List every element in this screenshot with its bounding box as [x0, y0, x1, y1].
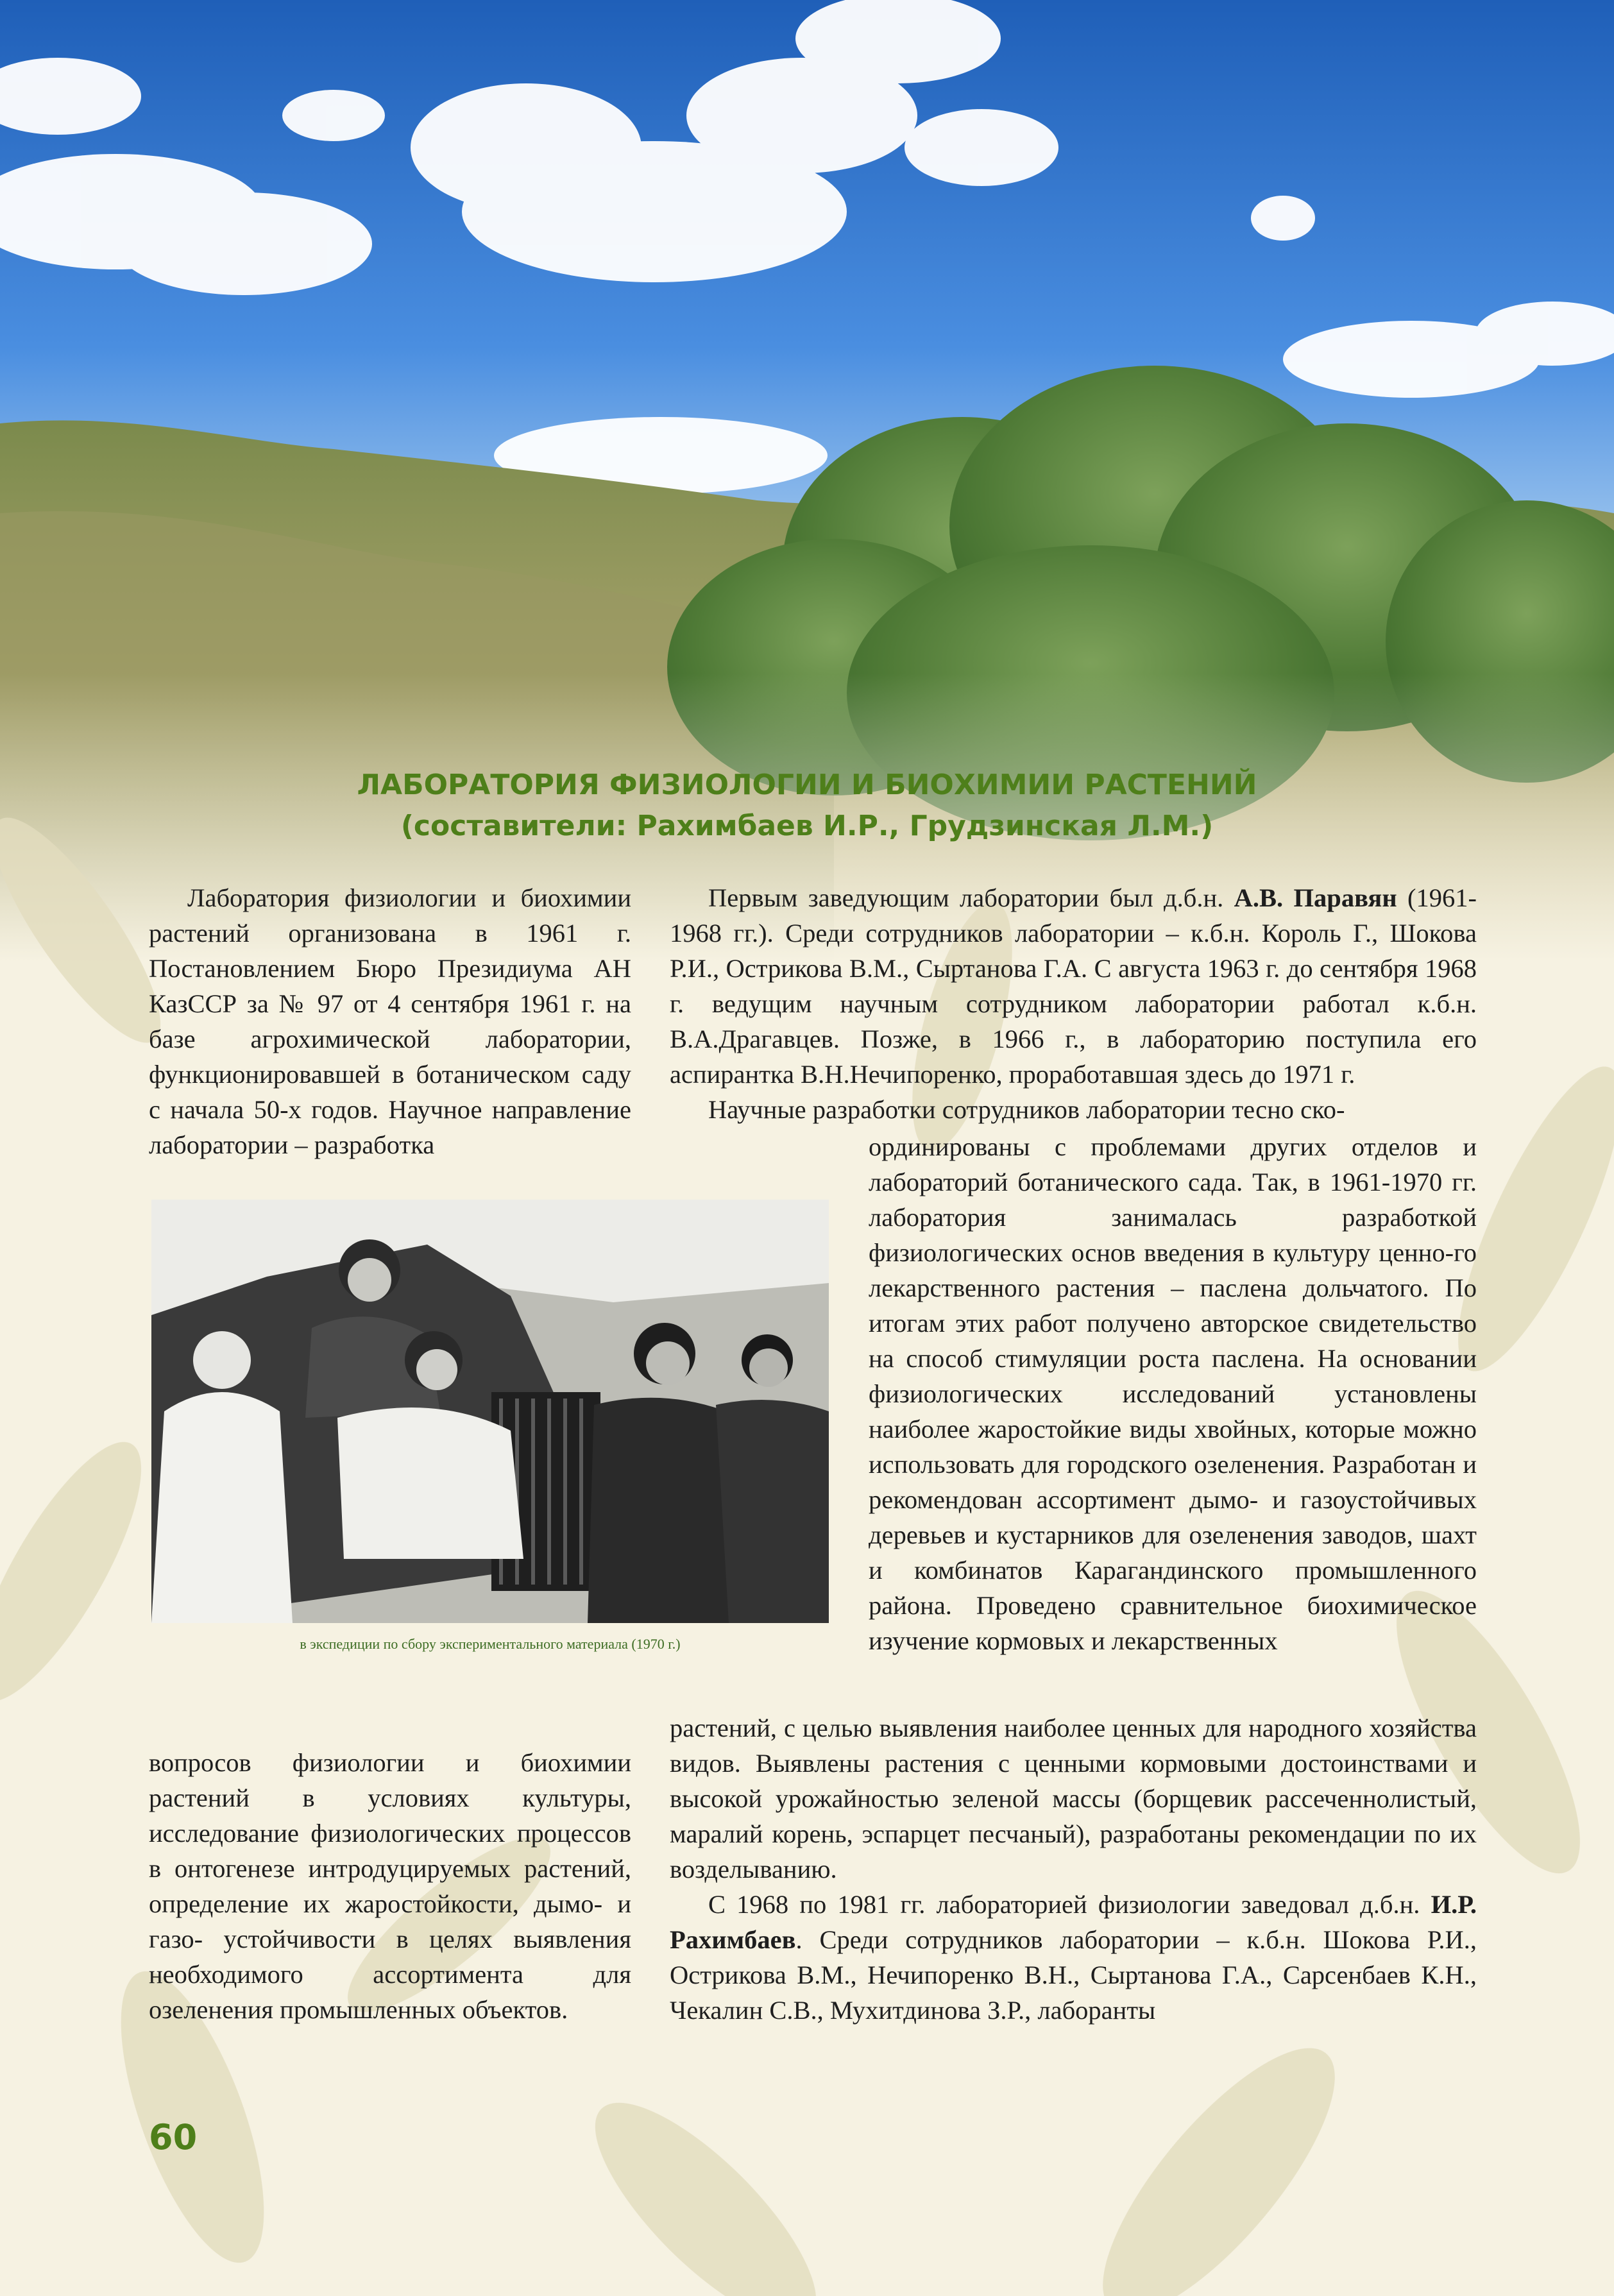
right-column-top — [670, 880, 1477, 1127]
text: (1961-1968 гг.). Среди сотрудников лаборатории – к.б.н. Король Г., Шокова Р.И., Острикова В.М., Сыртанова Г.А. С августа 1963 г. до сентября 1968 г. ведущим научным сотрудником лаборатории работал к.б.н. В.А.Драгавцев. Позже, в 1966 г., в лабораторию поступила его аспирантка В.Н.Нечипоренко, проработавшая здесь до 1971 г. — [670, 883, 1477, 1089]
right-column-wrapped — [670, 1129, 1477, 1658]
paragraph-lead: Научные разработки сотрудников лаборатории тесно ско- — [708, 1095, 1345, 1124]
text: Первым заведующим лаборатории был д.б.н. — [708, 883, 1234, 912]
paragraph — [670, 1887, 1477, 2028]
paragraph-continuation: растений, с целью выявления наиболее ценных для народного хозяйства видов. Выявлены растения с ценными кормовыми достоинствами и высокой урожайностью зеленой массы (борщевик рассеченнолистый, маралий корень, эспарцет песчаный), разработаны рекомендации по их возделыванию. — [670, 1713, 1477, 1884]
paragraph-continuation: вопросов физиологии и биохимии растений в условиях культуры, исследование физиологических процессов в онтогенезе интродуцируемых растений, определение их жаростойкости, дымо- и газо- устойчивости в целях выявления необходимого ассортимента для озеленения промышленных объектов. — [149, 1748, 631, 2024]
text: . Среди сотрудников лаборатории – к.б.н. Шокова Р.И., Острикова В.М., Нечипоренко В.Н., Сыртанова Г.А., Сарсенбаев К.Н., Чекалин С.В., Мухитдинова З.Р., лаборанты — [670, 1925, 1477, 2025]
text: С 1968 по 1981 гг. лабораторией физиологии заведовал д.б.н. — [708, 1890, 1431, 1919]
section-subtitle: (составители: Рахимбаев И.Р., Грудзинская Л.М.) — [400, 810, 1214, 842]
paragraph-wrapped: ординированы с проблемами других отделов и лабораторий ботанического сада. Так, в 1961-1970 гг. лаборатория занималась разработкой физиологических основ введения в культуру ценно-го лекарственного растения – паслена дольчатого. По итогам этих работ получено авторское свидетельство на способ стимуляции роста паслена. На основании физиологических исследований установлены наиболее жаростойкие виды хвойных, которые можно использовать для городского озеленения. Разработан и рекомендован ассортимент дымо- и газоустойчивых деревьев и кустарников для озеленения заводов, шахт и комбинатов Карагандинского промышленного района. Проведено сравнительное биохимическое изучение кормовых и лекарственных — [869, 1132, 1477, 1655]
paragraph: Лаборатория физиологии и биохимии растений организована в 1961 г. Постановлением Бюро Президиума АН КазССР за № 97 от 4 сентября 1961 г. на базе агрохимической лаборатории, функционировавшей в ботаническом саду с начала 50-х годов. Научное направление лаборатории – разработка — [149, 883, 631, 1159]
right-column-bottom — [670, 1710, 1477, 2028]
photo-caption: в экспедиции по сбору экспериментального материала (1970 г.) — [300, 1636, 681, 1652]
left-column-bottom — [149, 1745, 631, 2027]
paragraph — [670, 880, 1477, 1092]
person-name: И.Р. Рахимбаев — [670, 1890, 1477, 1954]
section-title: ЛАБОРАТОРИЯ ФИЗИОЛОГИИ И БИОХИМИИ РАСТЕНИЙ — [357, 769, 1257, 801]
left-column-top — [149, 880, 631, 1162]
page-number: 60 — [149, 2117, 198, 2157]
person-name: А.В. Паравян — [1234, 883, 1397, 912]
